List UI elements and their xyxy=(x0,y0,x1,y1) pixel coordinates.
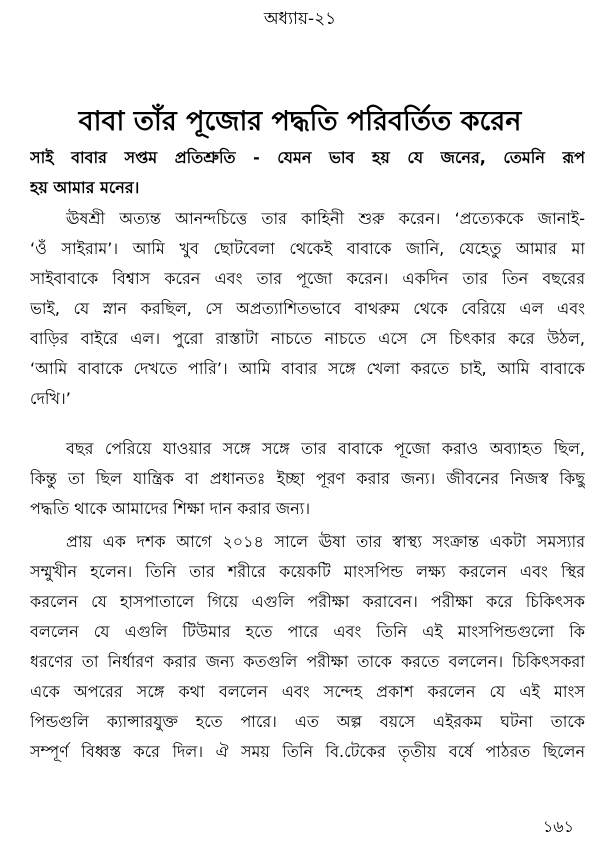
chapter-label: অধ্যায়-২১ xyxy=(263,9,337,29)
subtitle-line: সাই বাবার সপ্তম প্রতিশ্রুতি - যেমন ভাব হয় যে জনের, তেমনি রূপ xyxy=(30,148,585,167)
paragraph-line: ভাই, যে স্নান করছিল, সে অপ্রত্যাশিতভাবে বাথরুম থেকে বেরিয়ে এল এবং xyxy=(30,299,585,318)
paragraph-line: ঊষশ্রী অত্যন্ত আনন্দচিত্তে তার কাহিনী শুরু করেন। ‘প্রত্যেককে জানাই- xyxy=(66,209,585,228)
paragraph-line: দেখি।’ xyxy=(30,389,71,408)
paragraph-line: পদ্ধতি থাকে আমাদের শিক্ষা দান করার জন্য। xyxy=(30,499,311,518)
paragraph-line: বললেন যে এগুলি টিউমার হতে পারে এবং তিনি এই মাংসপিন্ডগুলো কি xyxy=(30,622,585,641)
chapter-title: বাবা তাঁর পূজোর পদ্ধতি পরিবর্তিত করেন xyxy=(78,106,522,138)
paragraph-line: কিন্তু তা ছিল যান্ত্রিক বা প্রধানতঃ ইচ্ছা পূরণ করার জন্য। জীবনের নিজস্ব কিছু xyxy=(30,469,585,488)
paragraph-line: ‘আমি বাবাকে দেখতে পারি’। আমি বাবার সঙ্গে খেলা করতে চাই, আমি বাবাকে xyxy=(30,359,585,378)
paragraph-1 xyxy=(30,204,585,414)
paragraph-line: সাইবাবাকে বিশ্বাস করেন এবং তার পূজো করেন। একদিন তার তিন বছরের xyxy=(30,269,585,288)
paragraph-line: করলেন যে হাসপাতালে গিয়ে এগুলি পরীক্ষা করাবেন। পরীক্ষা করে চিকিৎসক xyxy=(30,592,585,611)
paragraph-3 xyxy=(30,527,585,767)
paragraph-line: পিন্ডগুলি ক্যান্সারযুক্ত হতে পারে। এত অল্প বয়সে এইরকম ঘটনা তাকে xyxy=(30,712,585,731)
paragraph-line: সম্মুখীন হলেন। তিনি তার শরীরে কয়েকটি মাংসপিন্ড লক্ষ্য করলেন এবং স্থির xyxy=(30,562,585,581)
paragraph-line: একে অপরের সঙ্গে কথা বললেন এবং সন্দেহ প্রকাশ করলেন যে এই মাংস xyxy=(30,682,585,701)
paragraph-line: ‘ওঁ সাইরাম’। আমি খুব ছোটবেলা থেকেই বাবাকে জানি, যেহেতু আমার মা xyxy=(30,239,585,258)
paragraph-line: প্রায় এক দশক আগে ২০১৪ সালে ঊষা তার স্বাস্থ্য সংক্রান্ত একটা সমস্যার xyxy=(66,532,585,551)
paragraph-line: সম্পূর্ণ বিধ্বস্ত করে দিল। ঐ সময় তিনি বি.টেকের তৃতীয় বর্ষে পাঠরত ছিলেন xyxy=(30,742,585,761)
subtitle-line: হয় আমার মনের। xyxy=(30,178,140,197)
paragraph-line: বছর পেরিয়ে যাওয়ার সঙ্গে সঙ্গে তার বাবাকে পূজো করাও অব্যাহত ছিল, xyxy=(66,439,585,458)
chapter-subtitle xyxy=(30,143,585,203)
paragraph-2 xyxy=(30,434,585,524)
paragraph-line: ধরণের তা নির্ধারণ করার জন্য কতগুলি পরীক্ষা তাকে করতে বললেন। চিকিৎসকরা xyxy=(30,652,585,671)
page-number: ১৬১ xyxy=(542,817,574,836)
paragraph-line: বাড়ির বাইরে এল। পুরো রাস্তাটা নাচতে নাচতে এসে সে চিৎকার করে উঠল, xyxy=(30,329,585,348)
